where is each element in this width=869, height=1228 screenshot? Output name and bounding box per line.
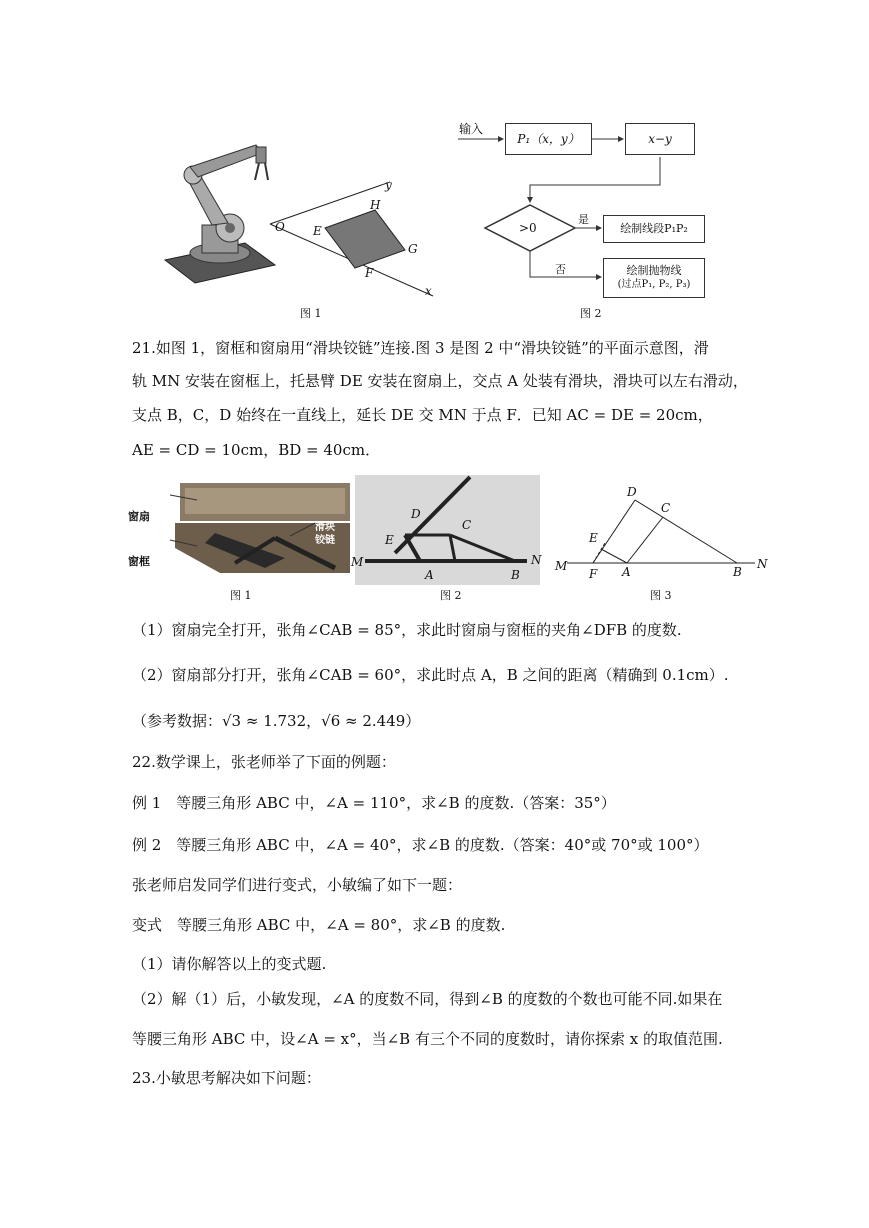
fig3-B: B	[733, 565, 742, 579]
fig3-D: D	[627, 485, 637, 499]
q22-example2: 例 2 等腰三角形 ABC 中，∠A = 40°，求∠B 的度数.（答案：40°或 70°或 100°）	[132, 836, 709, 854]
fig2-C: C	[462, 518, 472, 532]
hinge-label-1: 滑块	[315, 522, 335, 533]
hinge-label-2: 铰链	[315, 535, 335, 546]
flow-box-parabola-line1: 绘制抛物线	[626, 264, 682, 277]
fig3-N: N	[757, 557, 768, 571]
q21-line1: 21.如图 1，窗框和窗扇用“滑块铰链”连接.图 3 是图 2 中“滑块铰链”的平面示意图，滑	[132, 339, 709, 357]
fig2-M: M	[351, 555, 364, 569]
q22-line1: 22.数学课上，张老师举了下面的例题：	[132, 753, 396, 771]
q22-part1: （1）请你解答以上的变式题.	[132, 955, 327, 973]
sash-label: 窗扇	[128, 510, 150, 523]
hinge-diagram	[555, 485, 770, 580]
flow-yes-label: 是	[578, 213, 589, 226]
hinge-photo	[351, 475, 542, 585]
fig2-A: A	[425, 568, 434, 582]
label-O: O	[275, 220, 285, 234]
label-E: E	[313, 224, 322, 238]
q22-variant: 变式 等腰三角形 ABC 中，∠A = 80°，求∠B 的度数.	[132, 916, 506, 934]
label-F: F	[365, 266, 374, 280]
flow-caption: 图 2	[580, 307, 602, 320]
fig2-B: B	[511, 568, 520, 582]
q21-part1: （1）窗扇完全打开，张角∠CAB = 85°，求此时窗扇与窗框的夹角∠DFB 的度数.	[132, 621, 682, 639]
flow-box-point: P₁（x，y）	[505, 123, 592, 155]
frame-label: 窗框	[128, 555, 150, 568]
axes-svg	[265, 180, 445, 300]
label-G: G	[408, 242, 418, 256]
flow-box-segment: 绘制线段P₁P₂	[603, 215, 705, 243]
q21-line3: 支点 B，C，D 始终在一直线上，延长 DE 交 MN 于点 F．已知 AC = DE = 20cm，	[132, 406, 713, 424]
label-y: y	[385, 178, 392, 192]
flowchart	[455, 115, 725, 320]
fig3-A: A	[622, 565, 631, 579]
flow-box-parabola	[603, 258, 705, 298]
robot-caption: 图 1	[300, 307, 322, 320]
label-x: x	[425, 284, 432, 298]
q21-line4: AE = CD = 10cm，BD = 40cm．	[132, 441, 381, 459]
label-H: H	[370, 198, 381, 212]
fig3-F: F	[589, 567, 598, 581]
fig2-E: E	[385, 533, 394, 547]
q21-fig1-caption: 图 1	[230, 589, 252, 602]
input-label: 输入	[459, 122, 484, 136]
q22-line4: 张老师启发同学们进行变式，小敏编了如下一题：	[132, 876, 463, 894]
q21-ref: （参考数据：√3 ≈ 1.732，√6 ≈ 2.449）	[132, 712, 421, 730]
q22-part2a: （2）解（1）后，小敏发现，∠A 的度数不同，得到∠B 的度数的个数也可能不同.如果在	[132, 990, 723, 1008]
fig3-E: E	[589, 531, 598, 545]
q21-line2: 轨 MN 安装在窗框上，托悬臂 DE 安装在窗扇上，交点 A 处装有滑块，滑块可以左右滑动，	[132, 372, 748, 390]
coordinate-axes-figure	[265, 180, 445, 300]
flow-decision-text: >0	[519, 221, 537, 235]
fig2-D: D	[411, 507, 421, 521]
flow-box-parabola-line2: (过点P₁, P₂, P₃)	[617, 279, 691, 290]
q22-example1: 例 1 等腰三角形 ABC 中，∠A = 110°，求∠B 的度数.（答案：35°）	[132, 794, 616, 812]
fig2-N: N	[531, 553, 542, 567]
q23-line1: 23.小敏思考解决如下问题：	[132, 1069, 321, 1087]
q21-fig2-caption: 图 2	[440, 589, 462, 602]
flow-box-diff: x−y	[625, 123, 695, 155]
fig3-C: C	[661, 501, 671, 515]
fig3-M: M	[555, 559, 568, 573]
flow-no-label: 否	[555, 263, 566, 276]
q21-fig3-caption: 图 3	[650, 589, 672, 602]
window-photo	[125, 478, 353, 583]
q21-part2: （2）窗扇部分打开，张角∠CAB = 60°，求此时点 A，B 之间的距离（精确到 0.1cm）.	[132, 666, 729, 684]
q22-part2b: 等腰三角形 ABC 中，设∠A = x°，当∠B 有三个不同的度数时，请你探索 x 的取值范围.	[132, 1030, 723, 1048]
